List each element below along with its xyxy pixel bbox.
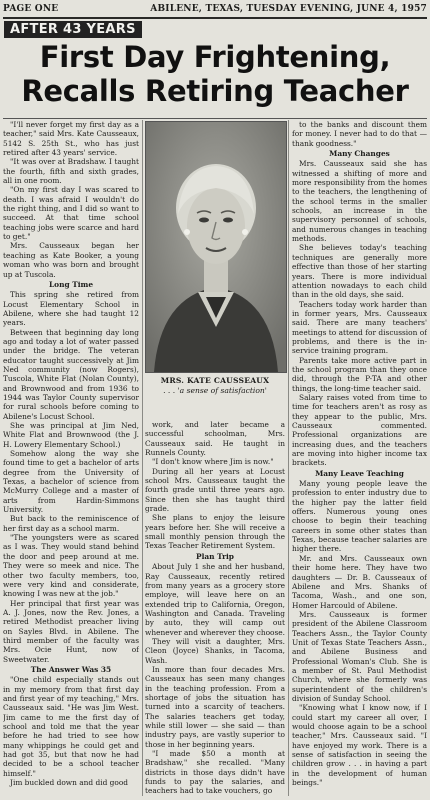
- article-paragraph: Jim buckled down and did good: [10, 778, 129, 788]
- subhead: Long Time: [48, 279, 94, 289]
- article-paragraph: She was principal at Jim Ned, White Flat and Brownwood (the J. H. Lowery Elementary School.): [3, 421, 139, 449]
- caption-quote: . . . 'a sense of satisfaction': [163, 386, 267, 395]
- portrait-photo: [145, 121, 287, 373]
- article-paragraph: "The youngsters were as scared as I was. They would stand behind the door and peep around at me. They were so meek and nice. The other two faculty members, too, were very kind and considerate, knowing I was new at the job.": [3, 533, 139, 599]
- article-paragraph: "One child especially stands out in my memory from that first day and first year of my teaching," Mrs. Causseaux said. "He was Jim West. Jim came to me the first day of school and told me that the year before he had tried to see how many whippings he could get and had got 35, but that now he had decided to be a school teacher himself.": [3, 675, 139, 778]
- photo-caption: [145, 376, 285, 396]
- subhead: The Answer Was 35: [30, 664, 112, 674]
- article-paragraph: She plans to enjoy the leisure years before her. She will receive a small monthly pension through the Texas Teacher Retirement System.: [145, 513, 285, 551]
- headline: [0, 40, 430, 108]
- article-paragraph: Parents take more active part in the school program than they once did, through the P-TA and other things, the long-time teacher said.: [292, 355, 427, 393]
- kicker-banner: AFTER 43 YEARS: [4, 21, 142, 38]
- article-paragraph: "I made $50 a month at Bradshaw," she recalled. "Many districts in those days didn't have funds to pay the salaries, and teachers had to take vouchers, go: [145, 749, 285, 796]
- subhead: Many Changes: [329, 149, 390, 159]
- headline-line-2: Recalls Retiring Teacher: [21, 74, 409, 108]
- article-paragraph: Mrs. Causseaux began her teaching as Kate Booker, a young woman who was born and brought up at Tuscola.: [3, 241, 139, 279]
- article-paragraph: Her principal that first year was A. J. Jones, now the Rev. Jones, a retired Methodist preacher living on Sayles Blvd. in Abilene. The third member of the faculty was Mrs. Ocie Hunt, now of Sweetwater.: [3, 598, 139, 664]
- article-paragraph: This spring she retired from Locust Elementary School in Abilene, where she had taught 12 years.: [3, 290, 139, 328]
- article-paragraph: During all her years at Locust school Mrs. Causseaux taught the fourth grade until three years ago. Since then she has taught third grade.: [145, 466, 285, 514]
- article-paragraph: "Knowing what I know now, if I could start my career all over, I would choose again to be a school teacher," Mrs. Causseaux said. "I have enjoyed my work. There is a sense of satisfaction in seeing the children grow . . . in having a part in the development of human beings.": [292, 703, 427, 788]
- article-paragraph: to the banks and discount them for money. I never had to do that — thank goodness.": [292, 120, 427, 148]
- article-paragraph: Between that beginning day long ago and today a lot of water passed under the bridge. The veteran educator taught successively at Jim Ned community (now Rogers), Tuscola, White Flat (Nolan County), and Brownwood and from 1936 to 1944 was Taylor County supervisor for rural schools before coming to Abilene's Locust School.: [3, 327, 139, 421]
- article-paragraph: "On my first day I was scared to death. I was afraid I wouldn't do the right thing, and I did so want to succeed. At that time school teaching jobs were scarce and hard to get.": [3, 185, 139, 242]
- masthead-rule: [3, 17, 427, 19]
- masthead: [3, 2, 427, 16]
- article-paragraph: But back to the reminiscence of her first day as a school marm.: [3, 514, 139, 533]
- article-paragraph: They will visit a daughter, Mrs. Cleon (Joyce) Shanks, in Tacoma, Wash.: [145, 636, 285, 665]
- article-paragraph: work, and later became a successful schoolman, Mrs. Causseaux said. He taught in Runnels County.: [145, 420, 285, 458]
- caption-name: MRS. KATE CAUSSEAUX: [160, 376, 270, 385]
- article-column-3: [292, 120, 427, 796]
- dateline: ABILENE, TEXAS, TUESDAY EVENING, JUNE 4, 1957: [150, 4, 427, 14]
- article-paragraph: "I'll never forget my first day as a teacher," said Mrs. Kate Causseaux, 5142 S. 25th St., who has just retired after 43 years' service.: [3, 120, 139, 158]
- column-divider: [288, 120, 289, 796]
- article-paragraph: Mr. and Mrs. Causseaux own their home here. They have two daughters — Dr. B. Causseaux of Abilene and Mrs. Shanks of Tacoma, Wash., and one son, Homer Harcould of Abilene.: [292, 553, 427, 610]
- article-column-2: [145, 420, 285, 796]
- article-paragraph: In more than four decades Mrs. Causseaux has seen many changes in the teaching profession. From a shortage of jobs the situation has turned into a scarcity of teachers. The salaries teachers get today, while still lower — she said — than industry pays, are vastly superior to those in her beginning years.: [145, 664, 285, 749]
- article-paragraph: Mrs. Causseaux said she has witnessed a shifting of more and more responsibility from the homes to the teachers, the lengthening of the school terms in the smaller schools, an increase in the supervisory personnel of schools, and numerous changes in teaching methods.: [292, 159, 427, 244]
- page-label: PAGE ONE: [3, 4, 59, 14]
- subhead: Plan Trip: [196, 551, 234, 561]
- article-paragraph: Teachers today work harder than in former years, Mrs. Causseaux said. There are many teachers' meetings to attend for discussion of problems, and there is the in-service training program.: [292, 299, 427, 356]
- headline-rule: [3, 118, 427, 119]
- article-column-1: [3, 120, 139, 796]
- article-paragraph: Mrs. Causseaux is former president of the Abilene Classroom Teachers Assn., the Taylor County Unit of Texas State Teachers Assn., and Abilene Business and Professional Woman's Club. She is a member of St. Paul Methodist Church, where she formerly was superintendent of the children's division of Sunday School.: [292, 609, 427, 703]
- column-divider: [142, 120, 143, 796]
- article-paragraph: Many young people leave the profession to enter industry due to the higher pay the latter field offers. Numerous young ones choose to begin their teaching careers in some other states than Texas, because teacher salaries are higher there.: [292, 479, 427, 554]
- article-paragraph: "It was over at Bradshaw. I taught the fourth, fifth and sixth grades, all in one room.: [3, 157, 139, 186]
- article-paragraph: She believes today's teaching techniques are generally more effective than those of her starting years. There is more individual attention nowadays to each child than in the old days, she said.: [292, 243, 427, 300]
- article-paragraph: About July 1 she and her husband, Ray Causseaux, recently retired from many years as a grocery store employe, will leave here on an extended trip to California, Oregon, Washington and Canada. Traveling by auto, they will camp out whenever and wherever they choose.: [145, 562, 285, 637]
- headline-line-1: First Day Frightening,: [39, 40, 391, 74]
- article-paragraph: Somehow along the way she found time to get a bachelor of arts degree from the University of Texas, a bachelor of science from McMurry College and a master of arts from Hardin-Simmons University.: [3, 449, 139, 515]
- article-paragraph: Salary raises voted from time to time for teachers aren't as rosy as they appear to the public, Mrs. Causseaux commented. Professional organizations are increasing dues, and the teachers are moving into higher income tax brackets.: [292, 392, 427, 468]
- article-paragraph: "I don't know where Jim is now.": [152, 457, 274, 467]
- subhead: Many Leave Teaching: [315, 468, 404, 478]
